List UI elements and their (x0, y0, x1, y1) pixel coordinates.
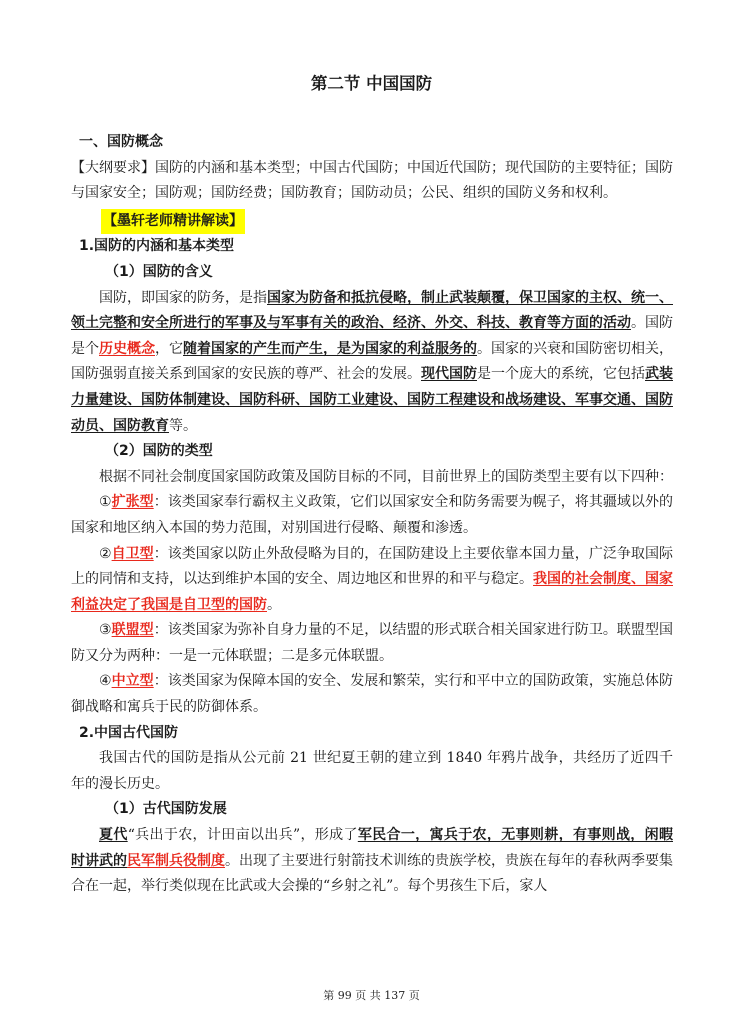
page-footer: 第 99 页 共 137 页 (323, 989, 420, 1002)
paragraph-type-alliance: ③联盟型：该类国家为弥补自身力量的不足，以结盟的形式联合相关国家进行防卫。联盟型国防又分为两种：一是一元体联盟；二是多元体联盟。 (71, 622, 673, 664)
sub-subsection-heading: （1）古代国防发展 (105, 801, 227, 818)
paragraph-ancient-defense: 我国古代的国防是指从公元前 21 世纪夏王朝的建立到 1840 年鸦片战争，共经历了近四千年的漫长历史。 (71, 750, 673, 792)
paragraph-defense-types-intro: 根据不同社会制度国家国防政策及国防目标的不同，目前世界上的国防类型主要有以下四种： (99, 468, 673, 485)
subsection-heading: 2.中国古代国防 (79, 724, 179, 741)
paragraph-defense-meaning: 国防，即国家的防务，是指国家为防备和抵抗侵略，制止武装颠覆，保卫国家的主权、统一、领土完整和安全所进行的军事及与军事有关的政治、经济、外交、科技、教育等方面的活动。国防是个历史概念，它随着国家的产生而产生，是为国家的利益服务的。国家的兴衰和国防密切相关，国防强弱直接关系到国家的安民族的尊严、社会的发展。现代国防是一个庞大的系统，它包括武装力量建设、国防体制建设、国防科研、国防工业建设、国防工程建设和战场建设、军事交通、国防动员、国防教育等。 (71, 289, 673, 434)
page-content (71, 130, 673, 900)
sub-subsection-heading: （1）国防的含义 (105, 263, 213, 280)
section-heading: 一、国防概念 (79, 134, 163, 150)
paragraph-type-self-defense: ②自卫型：该类国家以防止外敌侵略为目的，在国防建设上主要依靠本国力量，广泛争取国际上的同情和支持，以达到维护本国的安全、周边地区和世界的和平与稳定。我国的社会制度、国家利益决定了我国是自卫型的国防。 (71, 545, 673, 613)
paragraph-type-expansion: ①扩张型：该类国家奉行霸权主义政策，它们以国家安全和防务需要为幌子，将其疆域以外的国家和地区纳入本国的势力范围，对别国进行侵略、颠覆和渗透。 (71, 494, 673, 536)
paragraph-xia-dynasty: 夏代“兵出于农，计田亩以出兵”，形成了军民合一，寓兵于农，无事则耕，有事则战，闲暇时讲武的民军制兵役制度。出现了主要进行射箭技术训练的贵族学校，贵族在每年的春秋两季要集合在一起，举行类似现在比武或大会操的“乡射之礼”。每个男孩生下后，家人 (71, 827, 673, 895)
subsection-heading: 1.国防的内涵和基本类型 (79, 238, 235, 255)
syllabus-paragraph: 【大纲要求】国防的内涵和基本类型；中国古代国防；中国近代国防；现代国防的主要特征；国防与国家安全；国防观；国防经费；国防教育；国防动员；公民、组织的国防义务和权利。 (71, 159, 673, 202)
sub-subsection-heading: （2）国防的类型 (105, 443, 213, 460)
page-title: 第二节 中国国防 (310, 74, 433, 93)
highlight-label: 【墨轩老师精讲解读】 (101, 209, 245, 235)
paragraph-type-neutral: ④中立型：该类国家为保障本国的安全、发展和繁荣，实行和平中立的国防政策，实施总体防御战略和寓兵于民的防御体系。 (71, 673, 673, 716)
